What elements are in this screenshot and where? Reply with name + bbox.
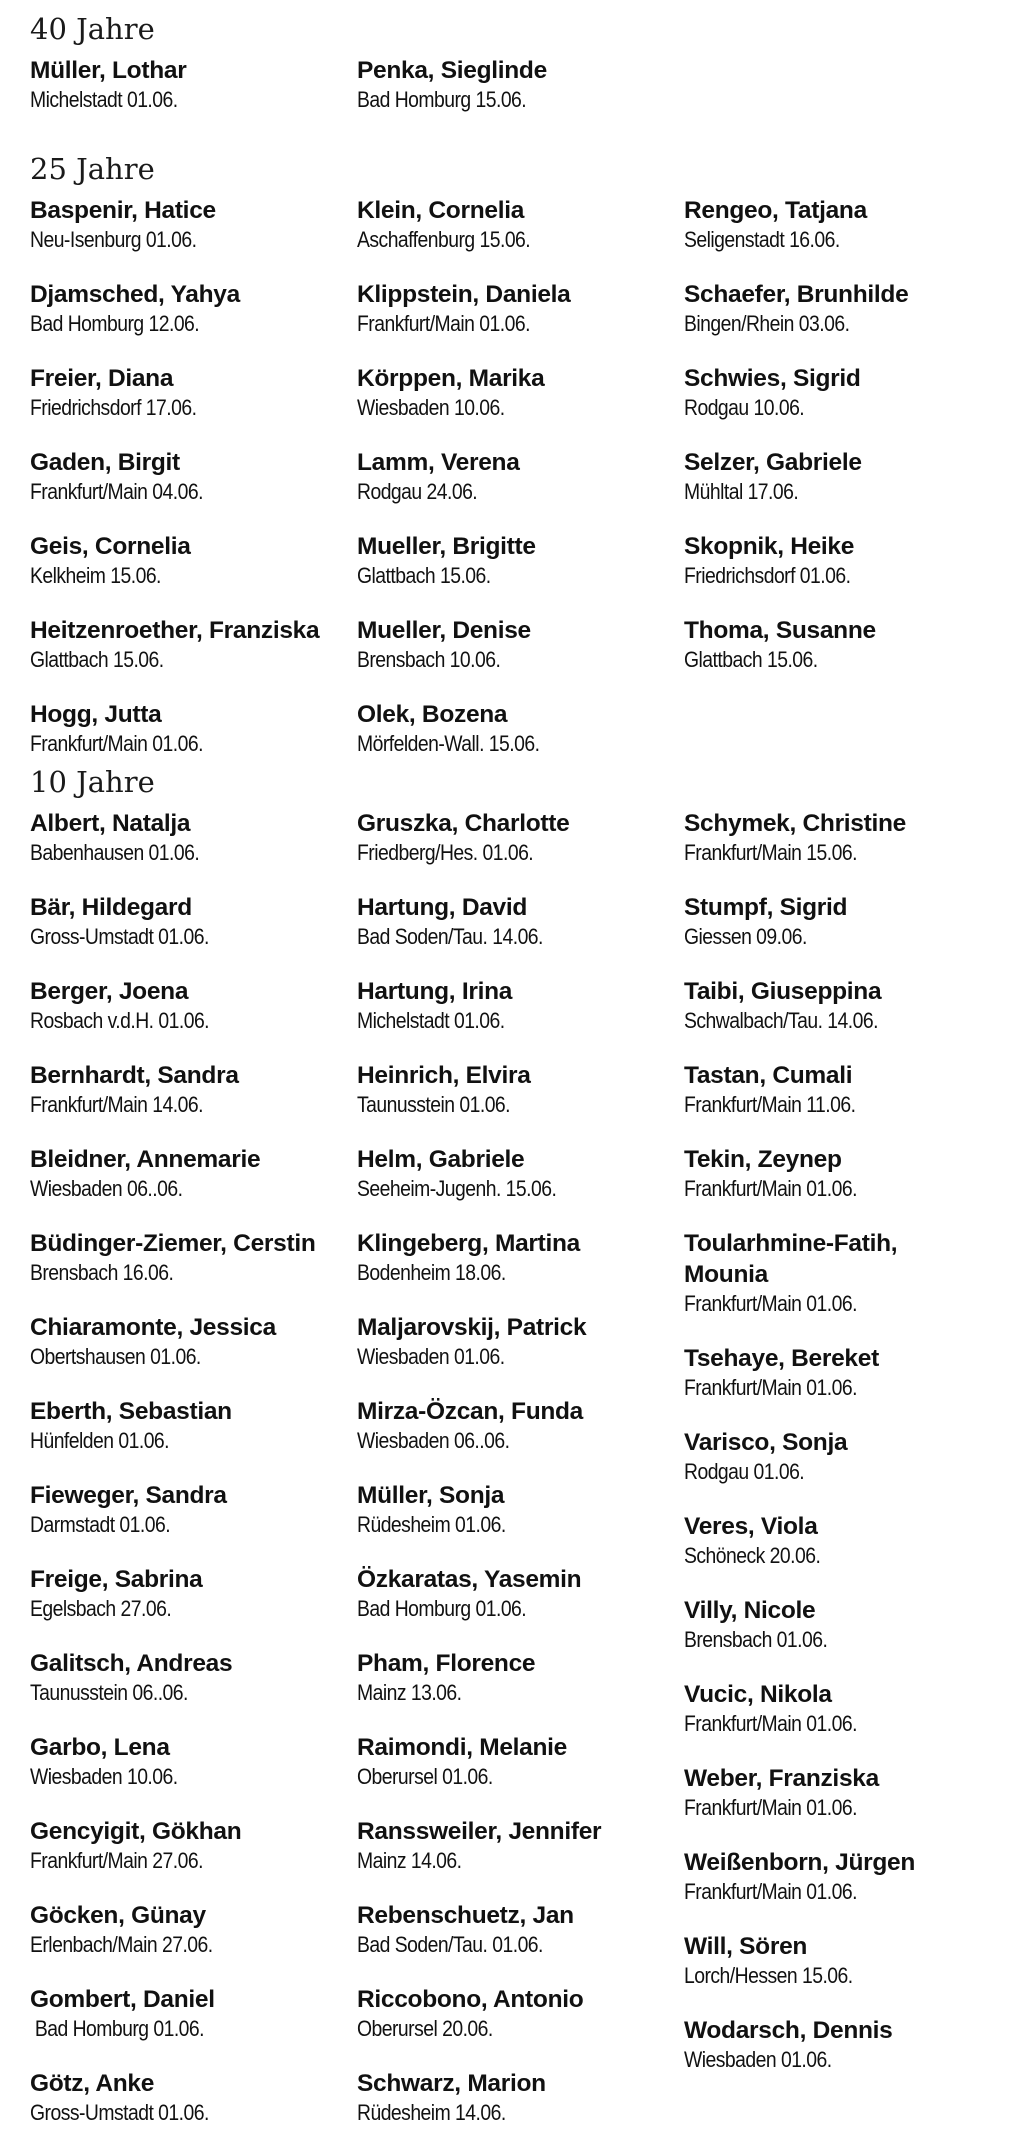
place-date: Brensbach 01.06.: [684, 1627, 828, 1652]
person-name: Will, Sören: [684, 1933, 808, 1960]
person-name: Baspenir, Hatice: [30, 197, 216, 224]
person-name: Selzer, Gabriele: [684, 449, 862, 476]
list-item: [684, 1060, 1010, 1118]
list-item: [30, 1900, 356, 1958]
list-item: [357, 976, 683, 1034]
place-date: Wiesbaden 10.06.: [357, 395, 505, 420]
place-date: Michelstadt 01.06.: [357, 1008, 505, 1033]
list-item: [30, 615, 356, 673]
place-date: Bad Homburg 01.06.: [357, 1596, 527, 1621]
place-date: Mainz 13.06.: [357, 1680, 462, 1705]
column: [357, 808, 683, 2152]
place-date: Glattbach 15.06.: [684, 647, 818, 672]
person-name: Eberth, Sebastian: [30, 1398, 232, 1425]
list-item: [684, 1343, 1010, 1401]
place-date: Hünfelden 01.06.: [30, 1428, 170, 1453]
list-item: [30, 1648, 356, 1706]
person-name: Tastan, Cumali: [684, 1062, 853, 1089]
person-name: Bleidner, Annemarie: [30, 1146, 261, 1173]
list-item: [357, 615, 683, 673]
list-item: [30, 699, 356, 757]
list-item: [30, 1480, 356, 1538]
person-name: Lamm, Verena: [357, 449, 520, 476]
list-item: [357, 2068, 683, 2126]
person-name: Heinrich, Elvira: [357, 1062, 531, 1089]
list-item: [30, 1396, 356, 1454]
person-name: Taibi, Giuseppina: [684, 978, 882, 1005]
list-item: [684, 615, 1010, 673]
place-date: Wiesbaden 10.06.: [30, 1764, 178, 1789]
list-item: [684, 363, 1010, 421]
list-item: [30, 447, 356, 505]
column: [357, 55, 683, 139]
place-date: Friedberg/Hes. 01.06.: [357, 840, 534, 865]
list-item: [357, 1900, 683, 1958]
place-date: Frankfurt/Main 01.06.: [684, 1879, 857, 1904]
list-item: [357, 195, 683, 253]
person-name: Villy, Nicole: [684, 1597, 816, 1624]
list-item: [357, 1228, 683, 1286]
place-date: Kelkheim 15.06.: [30, 563, 161, 588]
place-date: Frankfurt/Main 04.06.: [30, 479, 203, 504]
place-date: Schöneck 20.06.: [684, 1543, 821, 1568]
place-date: Giessen 09.06.: [684, 924, 807, 949]
list-item: [684, 976, 1010, 1034]
person-name: Wodarsch, Dennis: [684, 2017, 893, 2044]
person-name: Gombert, Daniel: [30, 1986, 215, 2013]
section-title-25: 25 Jahre: [30, 152, 155, 186]
list-item: [30, 1060, 356, 1118]
place-date: Frankfurt/Main 01.06.: [684, 1795, 857, 1820]
place-date: Erlenbach/Main 27.06.: [30, 1932, 213, 1957]
person-name: Schaefer, Brunhilde: [684, 281, 909, 308]
place-date: Mainz 14.06.: [357, 1848, 462, 1873]
place-date: Frankfurt/Main 15.06.: [684, 840, 857, 865]
place-date: Lorch/Hessen 15.06.: [684, 1963, 853, 1988]
place-date: Gross-Umstadt 01.06.: [30, 924, 209, 949]
person-name: Klippstein, Daniela: [357, 281, 571, 308]
place-date: Glattbach 15.06.: [357, 563, 491, 588]
place-date: Bad Homburg 15.06.: [357, 87, 527, 112]
person-name: Djamsched, Yahya: [30, 281, 240, 308]
place-date: Mühltal 17.06.: [684, 479, 799, 504]
list-item: [357, 1480, 683, 1538]
list-item: [357, 279, 683, 337]
place-date: Frankfurt/Main 01.06.: [684, 1711, 857, 1736]
person-name: Gaden, Birgit: [30, 449, 180, 476]
person-name: Penka, Sieglinde: [357, 57, 547, 84]
list-item: [357, 531, 683, 589]
person-name: Ranssweiler, Jennifer: [357, 1818, 602, 1845]
place-date: Taunusstein 06..06.: [30, 1680, 188, 1705]
list-item: [357, 1732, 683, 1790]
list-item: [684, 1144, 1010, 1202]
place-date: Bingen/Rhein 03.06.: [684, 311, 850, 336]
place-date: Gross-Umstadt 01.06.: [30, 2100, 209, 2125]
list-item: [684, 1931, 1010, 1989]
list-item: [30, 976, 356, 1034]
place-date: Bad Soden/Tau. 01.06.: [357, 1932, 543, 1957]
person-name: Mueller, Brigitte: [357, 533, 536, 560]
person-name: Stumpf, Sigrid: [684, 894, 848, 921]
person-name: Thoma, Susanne: [684, 617, 876, 644]
column: [684, 808, 1010, 2099]
person-name: Büdinger-Ziemer, Cerstin: [30, 1230, 316, 1257]
place-date: Wiesbaden 01.06.: [684, 2047, 832, 2072]
list-item: [30, 1984, 356, 2042]
person-name: Berger, Joena: [30, 978, 189, 1005]
list-item: [357, 1816, 683, 1874]
list-item: [684, 1228, 1010, 1317]
place-date: Glattbach 15.06.: [30, 647, 164, 672]
list-item: [30, 1228, 356, 1286]
column: [684, 195, 1010, 699]
place-date: Rodgau 24.06.: [357, 479, 478, 504]
place-date: Frankfurt/Main 01.06.: [30, 731, 203, 756]
person-name: Toularhmine-Fatih, Mounia: [684, 1230, 898, 1288]
person-name: Tsehaye, Bereket: [684, 1345, 879, 1372]
person-name: Skopnik, Heike: [684, 533, 855, 560]
list-item: [684, 195, 1010, 253]
person-name: Veres, Viola: [684, 1513, 818, 1540]
place-date: Frankfurt/Main 11.06.: [684, 1092, 856, 1117]
list-item: [357, 1144, 683, 1202]
place-date: Wiesbaden 06..06.: [30, 1176, 183, 1201]
person-name: Heitzenroether, Franziska: [30, 617, 320, 644]
person-name: Chiaramonte, Jessica: [30, 1314, 276, 1341]
place-date: Frankfurt/Main 01.06.: [684, 1375, 857, 1400]
person-name: Tekin, Zeynep: [684, 1146, 842, 1173]
column: [357, 195, 683, 783]
person-name: Bär, Hildegard: [30, 894, 192, 921]
list-item: [30, 55, 356, 113]
list-item: [684, 1763, 1010, 1821]
list-item: [357, 699, 683, 757]
list-item: [30, 195, 356, 253]
person-name: Rebenschuetz, Jan: [357, 1902, 574, 1929]
person-name: Albert, Natalja: [30, 810, 191, 837]
list-item: [30, 1732, 356, 1790]
person-name: Müller, Sonja: [357, 1482, 505, 1509]
place-date: Rodgau 01.06.: [684, 1459, 805, 1484]
place-date: Rüdesheim 14.06.: [357, 2100, 506, 2125]
place-date: Brensbach 10.06.: [357, 647, 501, 672]
person-name: Schwarz, Marion: [357, 2070, 546, 2097]
person-name: Riccobono, Antonio: [357, 1986, 584, 2013]
person-name: Fieweger, Sandra: [30, 1482, 227, 1509]
list-item: [30, 1816, 356, 1874]
list-item: [357, 1312, 683, 1370]
person-name: Götz, Anke: [30, 2070, 155, 2097]
list-item: [357, 55, 683, 113]
list-item: [684, 1595, 1010, 1653]
place-date: Michelstadt 01.06.: [30, 87, 178, 112]
place-date: Oberursel 20.06.: [357, 2016, 493, 2041]
place-date: Frankfurt/Main 14.06.: [30, 1092, 203, 1117]
place-date: Mörfelden-Wall. 15.06.: [357, 731, 540, 756]
person-name: Hartung, Irina: [357, 978, 513, 1005]
place-date: Aschaffenburg 15.06.: [357, 227, 531, 252]
person-name: Schymek, Christine: [684, 810, 906, 837]
column: [30, 55, 356, 139]
list-item: [30, 1144, 356, 1202]
person-name: Geis, Cornelia: [30, 533, 191, 560]
list-item: [684, 808, 1010, 866]
person-name: Weber, Franziska: [684, 1765, 879, 1792]
place-date: Bad Soden/Tau. 14.06.: [357, 924, 543, 949]
person-name: Olek, Bozena: [357, 701, 508, 728]
person-name: Freier, Diana: [30, 365, 174, 392]
section-title-10: 10 Jahre: [30, 765, 155, 799]
person-name: Hartung, David: [357, 894, 528, 921]
person-name: Freige, Sabrina: [30, 1566, 203, 1593]
list-item: [684, 1847, 1010, 1905]
place-date: Seligenstadt 16.06.: [684, 227, 840, 252]
place-date: Rüdesheim 01.06.: [357, 1512, 506, 1537]
place-date: Wiesbaden 06..06.: [357, 1428, 510, 1453]
list-item: [30, 279, 356, 337]
place-date: Frankfurt/Main 01.06.: [357, 311, 530, 336]
list-item: [357, 1648, 683, 1706]
person-name: Gruszka, Charlotte: [357, 810, 570, 837]
list-item: [684, 531, 1010, 589]
place-date: Rosbach v.d.H. 01.06.: [30, 1008, 210, 1033]
list-item: [357, 1984, 683, 2042]
list-item: [357, 808, 683, 866]
place-date: Wiesbaden 01.06.: [357, 1344, 505, 1369]
place-date: Friedrichsdorf 17.06.: [30, 395, 197, 420]
person-name: Maljarovskij, Patrick: [357, 1314, 587, 1341]
list-item: [30, 892, 356, 950]
place-date: Bodenheim 18.06.: [357, 1260, 506, 1285]
list-item: [684, 1511, 1010, 1569]
list-item: [684, 279, 1010, 337]
place-date: Darmstadt 01.06.: [30, 1512, 171, 1537]
place-date: Schwalbach/Tau. 14.06.: [684, 1008, 878, 1033]
person-name: Weißenborn, Jürgen: [684, 1849, 915, 1876]
column: [30, 195, 356, 783]
person-name: Helm, Gabriele: [357, 1146, 525, 1173]
list-item: [684, 1679, 1010, 1737]
person-name: Özkaratas, Yasemin: [357, 1566, 582, 1593]
person-name: Garbo, Lena: [30, 1734, 170, 1761]
place-date: Taunusstein 01.06.: [357, 1092, 511, 1117]
list-item: [357, 363, 683, 421]
person-name: Körppen, Marika: [357, 365, 545, 392]
column: [30, 808, 356, 2152]
list-item: [30, 1312, 356, 1370]
person-name: Gencyigit, Gökhan: [30, 1818, 242, 1845]
list-item: [357, 447, 683, 505]
person-name: Göcken, Günay: [30, 1902, 206, 1929]
list-item: [684, 447, 1010, 505]
person-name: Mueller, Denise: [357, 617, 531, 644]
place-date: Brensbach 16.06.: [30, 1260, 174, 1285]
place-date: Friedrichsdorf 01.06.: [684, 563, 851, 588]
list-item: [30, 531, 356, 589]
place-date: Bad Homburg 12.06.: [30, 311, 200, 336]
list-item: [357, 1564, 683, 1622]
person-name: Hogg, Jutta: [30, 701, 162, 728]
list-item: [684, 2015, 1010, 2073]
place-date: Egelsbach 27.06.: [30, 1596, 172, 1621]
list-item: [30, 2068, 356, 2126]
place-date: Rodgau 10.06.: [684, 395, 805, 420]
list-item: [357, 892, 683, 950]
section-title-40: 40 Jahre: [30, 12, 155, 46]
person-name: Klingeberg, Martina: [357, 1230, 580, 1257]
place-date: Neu-Isenburg 01.06.: [30, 227, 197, 252]
place-date: Seeheim-Jugenh. 15.06.: [357, 1176, 557, 1201]
list-item: [30, 363, 356, 421]
person-name: Pham, Florence: [357, 1650, 536, 1677]
list-item: [357, 1396, 683, 1454]
list-item: [684, 892, 1010, 950]
person-name: Vucic, Nikola: [684, 1681, 832, 1708]
person-name: Schwies, Sigrid: [684, 365, 861, 392]
place-date: Frankfurt/Main 01.06.: [684, 1291, 857, 1316]
person-name: Müller, Lothar: [30, 57, 187, 84]
list-item: [30, 1564, 356, 1622]
place-date: Frankfurt/Main 01.06.: [684, 1176, 857, 1201]
person-name: Klein, Cornelia: [357, 197, 525, 224]
place-date: Babenhausen 01.06.: [30, 840, 200, 865]
person-name: Galitsch, Andreas: [30, 1650, 233, 1677]
place-date: Frankfurt/Main 27.06.: [30, 1848, 203, 1873]
person-name: Rengeo, Tatjana: [684, 197, 867, 224]
person-name: Varisco, Sonja: [684, 1429, 848, 1456]
person-name: Bernhardt, Sandra: [30, 1062, 239, 1089]
person-name: Mirza-Özcan, Funda: [357, 1398, 584, 1425]
place-date: Oberursel 01.06.: [357, 1764, 493, 1789]
list-item: [684, 1427, 1010, 1485]
list-item: [357, 1060, 683, 1118]
place-date: Bad Homburg 01.06.: [30, 2016, 205, 2041]
place-date: Obertshausen 01.06.: [30, 1344, 201, 1369]
list-item: [30, 808, 356, 866]
person-name: Raimondi, Melanie: [357, 1734, 567, 1761]
